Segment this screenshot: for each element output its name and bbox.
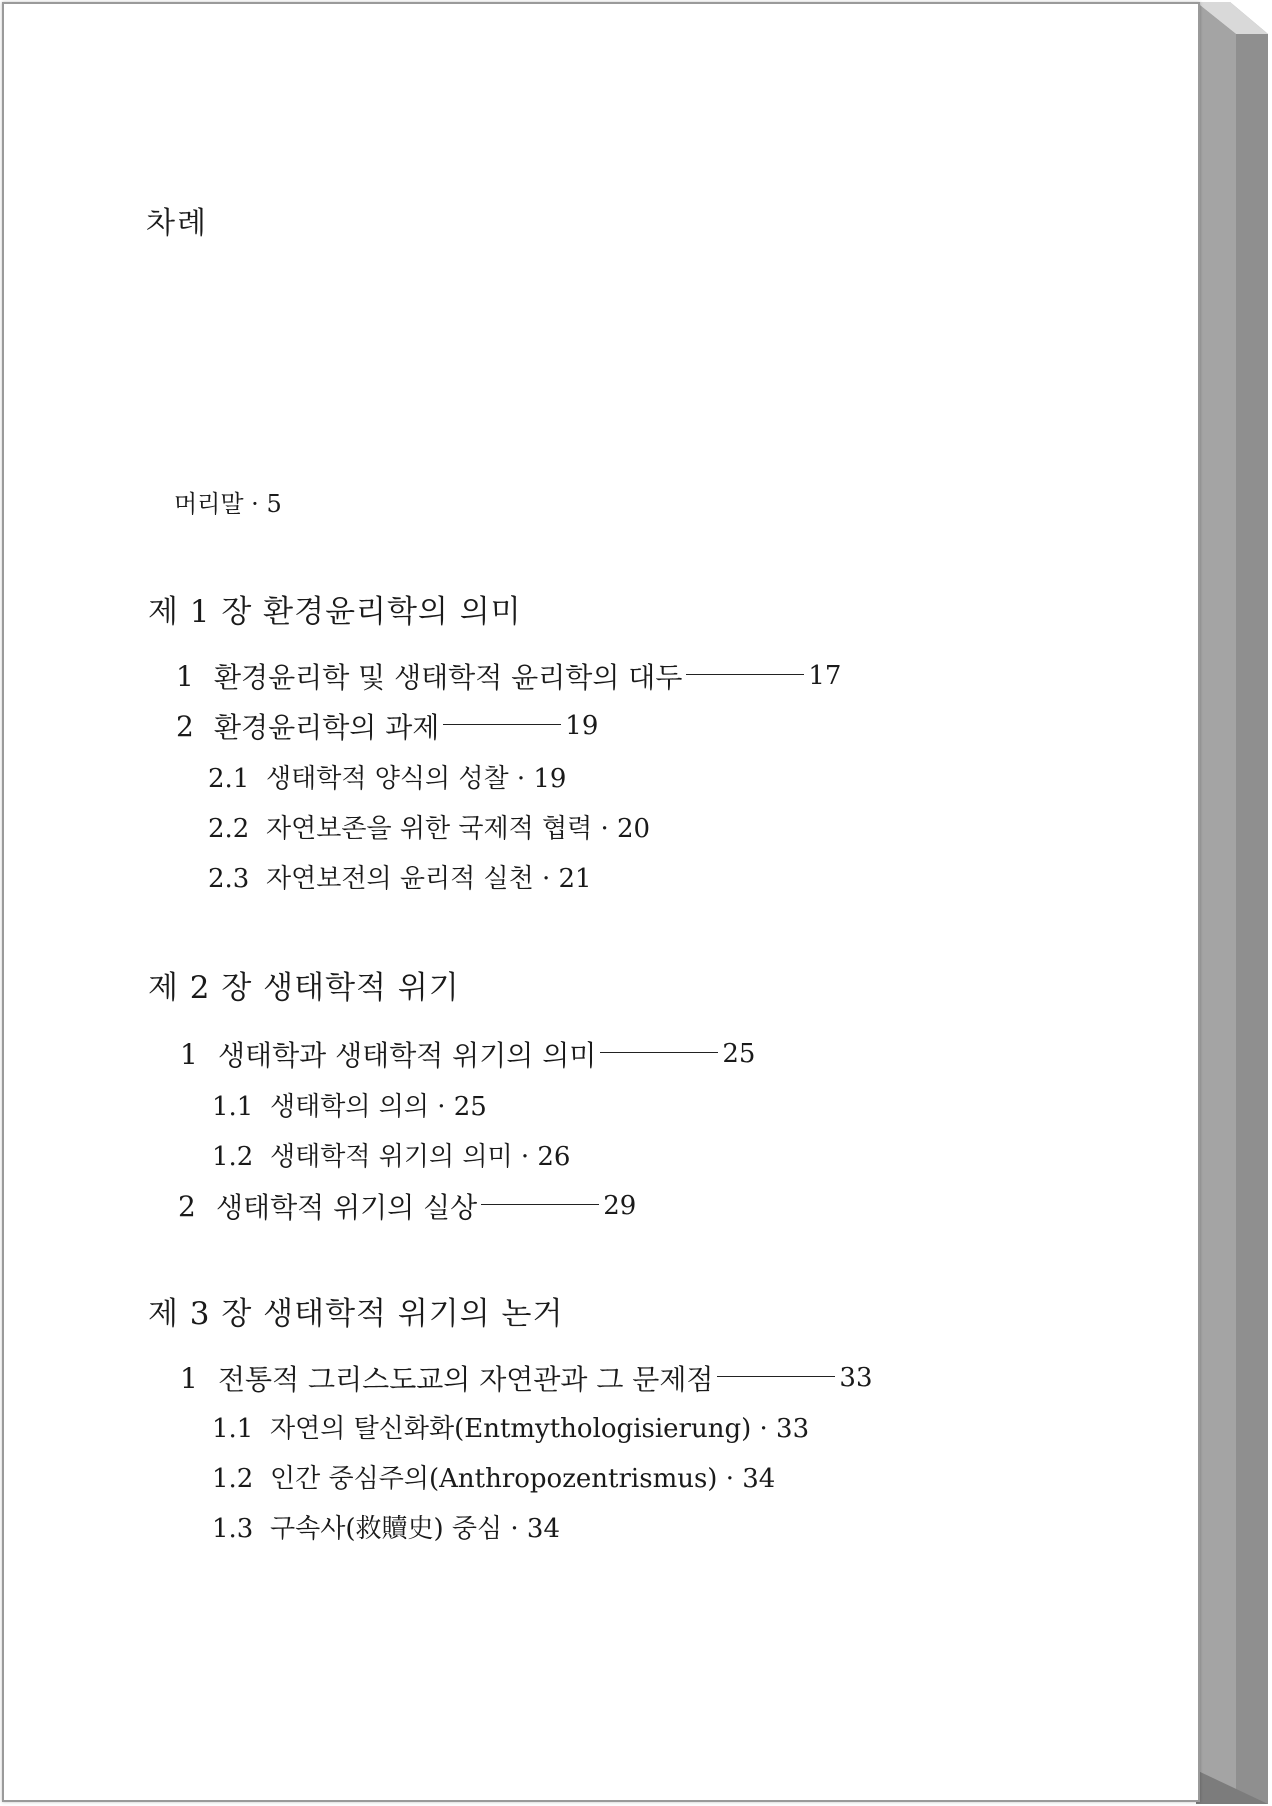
entry-title: 전통적 그리스도교의 자연관과 그 문제점 [218, 1363, 714, 1396]
subentry-text: 생태학적 위기의 의미 · 26 [270, 1142, 571, 1172]
toc-subentry [208, 858, 592, 895]
subentry-number: 1.2 [212, 1142, 254, 1172]
entry-title: 환경윤리학의 과제 [214, 711, 440, 744]
subentry-number: 2.1 [208, 764, 250, 794]
subentry-number: 1.2 [212, 1464, 254, 1494]
subentry-text: 자연보존을 위한 국제적 협력 · 20 [266, 814, 651, 844]
entry-number: 2 [176, 709, 194, 743]
entry-page: 33 [839, 1363, 873, 1393]
chapter-1-title: 제 1 장 환경윤리학의 의미 [148, 594, 522, 630]
toc-entry [176, 706, 598, 746]
toc-entry [180, 1358, 873, 1398]
entry-page: 29 [603, 1191, 637, 1221]
leader-line [600, 1052, 718, 1053]
subentry-number: 2.2 [208, 814, 250, 844]
entry-page: 25 [722, 1039, 756, 1069]
subentry-text: 생태학적 양식의 성찰 · 19 [266, 764, 567, 794]
toc-subentry [208, 808, 650, 845]
entry-page: 17 [808, 661, 842, 691]
entry-page: 19 [565, 711, 599, 741]
toc-entry [180, 1034, 755, 1074]
subentry-text: 인간 중심주의(Anthropozentrismus) · 34 [270, 1464, 776, 1494]
preface-entry: 머리말 · 5 [174, 490, 282, 518]
toc-subentry [212, 1458, 775, 1495]
toc-entry [176, 656, 841, 696]
toc-subentry [212, 1086, 487, 1123]
toc-subentry [212, 1508, 560, 1545]
entry-title: 생태학과 생태학적 위기의 의미 [218, 1039, 597, 1072]
toc-subentry [212, 1136, 570, 1173]
subentry-text: 자연보전의 윤리적 실천 · 21 [266, 864, 592, 894]
leader-line [717, 1376, 835, 1377]
chapter-3-title: 제 3 장 생태학적 위기의 논거 [148, 1296, 564, 1332]
chapter-2-title: 제 2 장 생태학적 위기 [148, 970, 460, 1006]
entry-title: 환경윤리학 및 생태학적 윤리학의 대두 [214, 661, 683, 694]
subentry-number: 1.3 [212, 1514, 254, 1544]
toc-subentry [208, 758, 566, 795]
subentry-number: 1.1 [212, 1414, 254, 1444]
entry-number: 2 [178, 1189, 196, 1223]
toc-entry [178, 1186, 636, 1226]
entry-number: 1 [180, 1037, 198, 1071]
toc-title: 차례 [146, 206, 208, 241]
toc-subentry [212, 1408, 809, 1445]
entry-number: 1 [180, 1361, 198, 1395]
subentry-text: 자연의 탈신화화(Entmythologisierung) · 33 [270, 1414, 810, 1444]
entry-number: 1 [176, 659, 194, 693]
subentry-number: 1.1 [212, 1092, 254, 1122]
subentry-text: 구속사(救贖史) 중심 · 34 [270, 1514, 561, 1544]
leader-line [443, 724, 561, 725]
subentry-text: 생태학의 의의 · 25 [270, 1092, 487, 1122]
leader-line [481, 1204, 599, 1205]
book-page [2, 2, 1200, 1802]
leader-line [686, 674, 804, 675]
subentry-number: 2.3 [208, 864, 250, 894]
entry-title: 생태학적 위기의 실상 [216, 1191, 478, 1224]
